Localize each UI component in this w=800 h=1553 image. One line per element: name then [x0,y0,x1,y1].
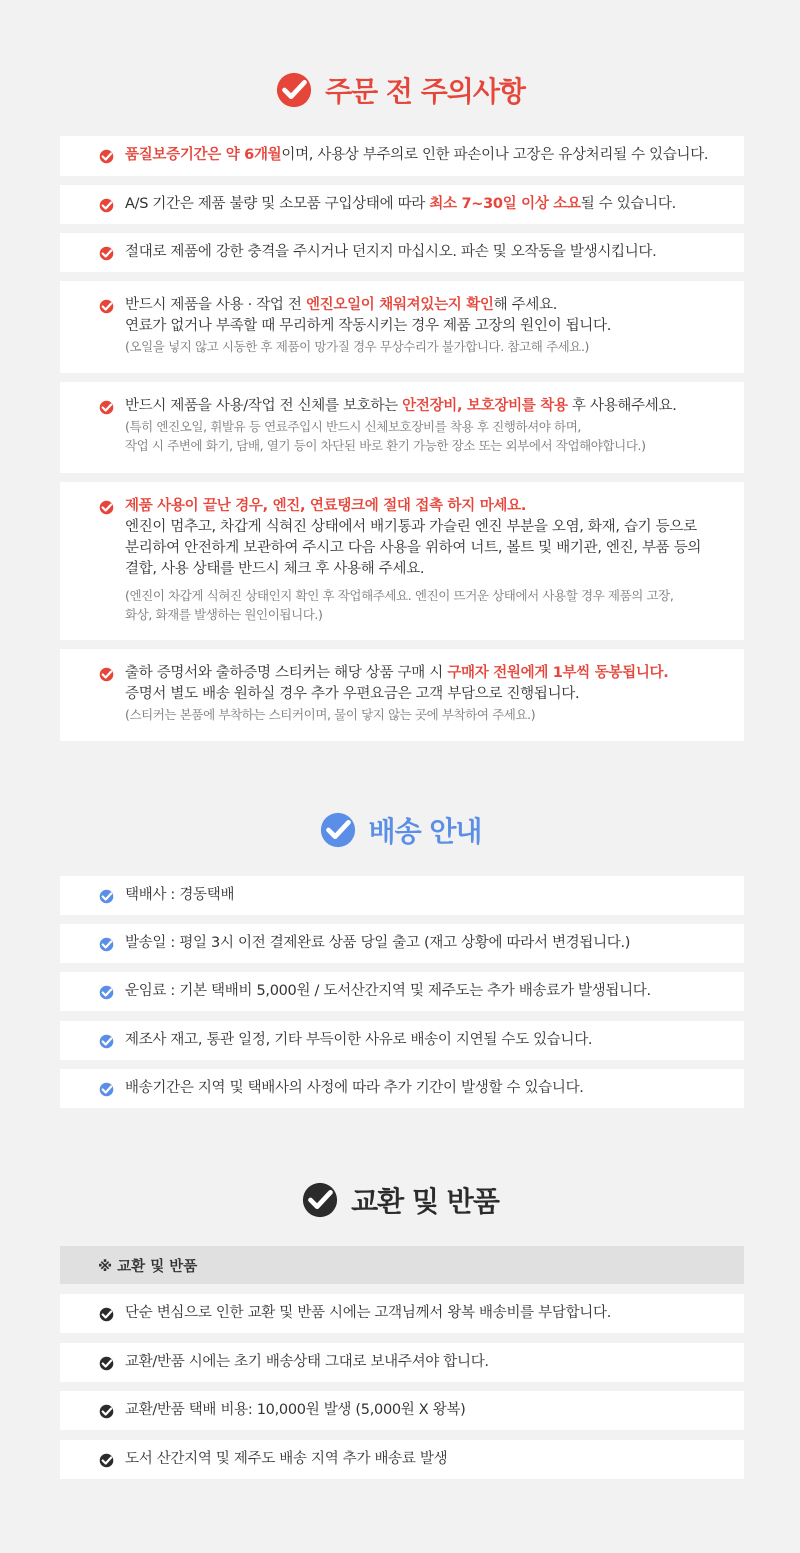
checkmark-circle-icon [275,71,313,109]
checkmark-circle-icon [301,1181,339,1219]
notice-line [125,559,744,580]
shipping-title-block [0,810,800,850]
check-icon [98,245,115,262]
notice-subtext: (스티커는 본품에 부착하는 스티커이며, 물이 닿지 않는 곳에 부착하여 주세요.) [125,707,536,722]
check-icon [98,1355,115,1372]
notice-line [125,684,744,705]
exchange-text: 교환/반품 택배 비용: 10,000원 발생 (5,000원 X 왕복) [125,1402,466,1418]
check-icon [98,936,115,953]
order-notice-item [60,649,744,741]
notice-text: 반드시 제품을 사용 · 작업 전 [125,297,306,313]
notice-subtext: (특히 엔진오일, 휘발유 등 연료주입시 반드시 신체보호장비를 착용 후 진행하셔야 하며, [125,419,581,434]
exchange-text: 교환/반품 시에는 초기 배송상태 그대로 보내주셔야 합니다. [125,1354,489,1370]
order-notice-item [60,382,744,473]
shipping-title: 배송 안내 [368,815,482,848]
exchange-item [60,1343,744,1382]
notice-line [125,396,744,417]
notice-line [125,194,744,215]
notice-text: 해 주세요. [493,297,558,313]
check-icon [98,399,115,416]
notice-subtext: (엔진이 차갑게 식혀진 상태인지 확인 후 작업해주세요. 엔진이 뜨거운 상태에서 사용할 경우 제품의 고장, [125,588,674,603]
order-notice-item [60,233,744,272]
highlight-text: 제품 사용이 끝난 경우, 엔진, 연료탱크에 절대 접촉 하지 마세요. [125,498,527,514]
notice-subtext: 작업 시 주변에 화기, 담배, 열기 등이 차단된 바로 환기 가능한 장소 또는 외부에서 작업해야합니다.) [125,438,646,453]
notice-text: 엔진이 멈추고, 차갑게 식혀진 상태에서 배기통과 가슬린 엔진 부분을 오염, 화재, 습기 등으로 [125,519,697,535]
notice-line [125,538,744,559]
highlight-text: 최소 7~30일 이상 소요 [429,196,581,212]
order-notice-item [60,482,744,640]
notice-line [125,496,744,517]
check-icon [98,666,115,683]
check-icon [98,1403,115,1420]
check-icon [98,499,115,516]
notice-text: 분리하여 안전하게 보관하여 주시고 다음 사용을 위하여 너트, 볼트 및 배기관, 엔진, 부품 등의 [125,540,702,556]
shipping-item [60,924,744,963]
order-notice-item [60,136,744,176]
notice-line [125,663,744,684]
notice-text: 반드시 제품을 사용/작업 전 신체를 보호하는 [125,398,403,414]
notice-text: 증명서 별도 배송 원하실 경우 추가 우편요금은 고객 부담으로 진행됩니다. [125,686,580,702]
exchange-text: 단순 변심으로 인한 교환 및 반품 시에는 고객님께서 왕복 배송비를 부담합니다. [125,1305,612,1321]
shipping-text: 택배사 : 경동택배 [125,887,235,903]
highlight-text: 품질보증기간은 약 6개월 [125,147,282,163]
notice-subtext: (오일을 넣지 않고 시동한 후 제품이 망가질 경우 무상수리가 불가합니다. 참고해 주세요.) [125,339,590,354]
shipping-text: 운임료 : 기본 택배비 5,000원 / 도서산간지역 및 제주도는 추가 배송료가 발생됩니다. [125,983,651,999]
exchange-item [60,1294,744,1333]
shipping-item [60,1069,744,1108]
check-icon [98,1081,115,1098]
notice-line [125,295,744,316]
notice-line [125,316,744,337]
notice-text: 출하 증명서와 출하증명 스티커는 해당 상품 구매 시 [125,665,448,681]
exchange-item [60,1391,744,1430]
check-icon [98,1033,115,1050]
order-notice-item [60,281,744,373]
exchange-title-block [0,1180,800,1220]
exchange-item [60,1440,744,1479]
check-icon [98,1306,115,1323]
shipping-item [60,1021,744,1060]
shipping-item [60,972,744,1011]
highlight-text: 안전장비, 보호장비를 착용 [402,398,568,414]
exchange-text: 도서 산간지역 및 제주도 배송 지역 추가 배송료 발생 [125,1451,448,1467]
notice-text: 절대로 제품에 강한 충격을 주시거나 던지지 마십시오. 파손 및 오작동을 발생시킵니다. [125,244,657,260]
notice-text: 결합, 사용 상태를 반드시 체크 후 사용해 주세요. [125,561,425,577]
order-notice-title: 주문 전 주의사항 [325,75,525,108]
shipping-text: 배송기간은 지역 및 택배사의 사정에 따라 추가 기간이 발생할 수 있습니다. [125,1080,584,1096]
notice-text: 연료가 없거나 부족할 때 무리하게 작동시키는 경우 제품 고장의 원인이 됩니다. [125,318,612,334]
check-icon [98,984,115,1001]
check-icon [98,1452,115,1469]
order-notice-item [60,185,744,224]
order-notice-title-block [0,70,800,110]
notice-subtext: 화상, 화재를 발생하는 원인이됩니다.) [125,607,323,622]
notice-text: 될 수 있습니다. [580,196,676,212]
exchange-header: ※ 교환 및 반품 [60,1246,744,1284]
highlight-text: 구매자 전원에게 1부씩 동봉됩니다. [447,665,669,681]
notice-text: 후 사용해주세요. [567,398,677,414]
check-icon [98,148,115,165]
notice-line [125,242,744,263]
notice-line [125,145,744,166]
checkmark-circle-icon [319,811,357,849]
highlight-text: 엔진오일이 채워져있는지 확인 [305,297,494,313]
exchange-title: 교환 및 반품 [351,1185,499,1218]
notice-line [125,517,744,538]
shipping-text: 발송일 : 평일 3시 이전 결제완료 상품 당일 출고 (재고 상황에 따라서 변경됩니다.) [125,935,631,951]
check-icon [98,197,115,214]
check-icon [98,298,115,315]
notice-text: A/S 기간은 제품 불량 및 소모품 구입상태에 따라 [125,196,430,212]
shipping-text: 제조사 재고, 통관 일정, 기타 부득이한 사유로 배송이 지연될 수도 있습니다. [125,1032,593,1048]
shipping-item [60,876,744,915]
notice-text: 이며, 사용상 부주의로 인한 파손이나 고장은 유상처리될 수 있습니다. [281,147,709,163]
check-icon [98,888,115,905]
